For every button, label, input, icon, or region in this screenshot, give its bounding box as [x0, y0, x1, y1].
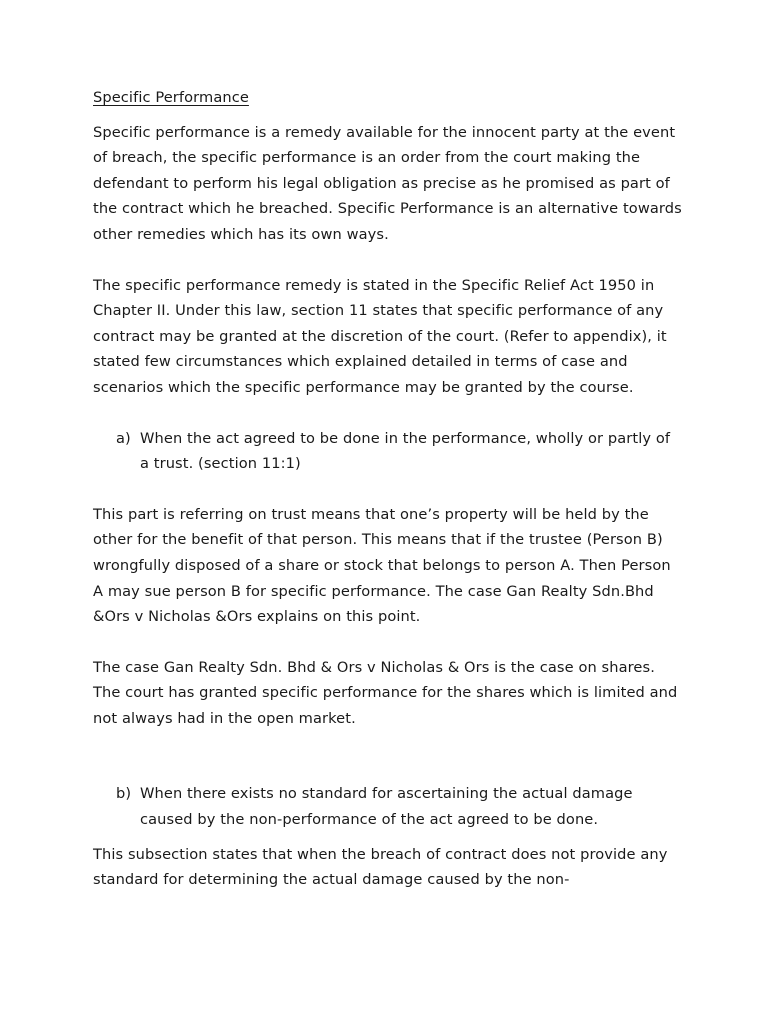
list-item-b [93, 781, 683, 832]
paragraph-relief-act: The specific performance remedy is stated in the Specific Relief Act 1950 in Chapter II. Under this law, section 11 states that specific performance of any contract may be granted at the discretion of the court. (Refer to appendix), it stated few circumstances which explained detailed in terms of case and scenarios which the specific performance may be granted by the course. [93, 276, 667, 396]
paragraph-gan-realty: The case Gan Realty Sdn. Bhd & Ors v Nicholas & Ors is the case on shares. The court has granted specific performance for the shares which is limited and not always had in the open market. [93, 658, 678, 727]
paragraph-subsection: This subsection states that when the breach of contract does not provide any standard for determining the actual damage caused by the non- [93, 845, 668, 889]
list-text-a: When the act agreed to be done in the performance, wholly or partly of a trust. (section 11:1) [140, 429, 671, 473]
document-body [93, 85, 683, 893]
paragraph-trust: This part is referring on trust means that one’s property will be held by the other for the benefit of that person. This means that if the trustee (Person B) wrongfully disposed of a share or stock that belongs to person A. Then Person A may sue person B for specific performance. The case Gan Realty Sdn.Bhd &Ors v Nicholas &Ors explains on this point. [93, 505, 671, 626]
section-heading: Specific Performance [93, 89, 249, 106]
list-marker-a: a) [116, 429, 131, 447]
list-text-b: When there exists no standard for ascertaining the actual damage caused by the non-performance of the act agreed to be done. [140, 785, 633, 829]
list-item-a [93, 426, 683, 477]
paragraph-intro: Specific performance is a remedy available for the innocent party at the event of breach, the specific performance is an order from the court making the defendant to perform his legal obligation as precise as he promised as part of the contract which he breached. Specific Performance is an alternative towards other remedies which has its own ways. [93, 123, 682, 243]
list-marker-b: b) [116, 785, 132, 803]
